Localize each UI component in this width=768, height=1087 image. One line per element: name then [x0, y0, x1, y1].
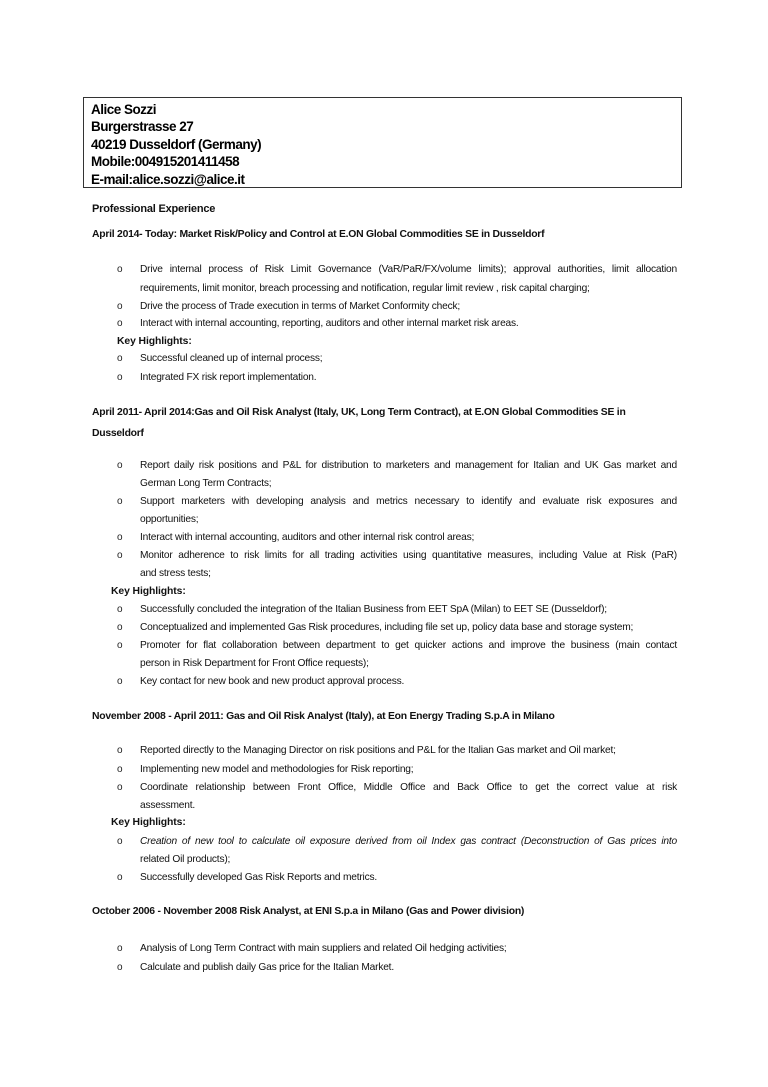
highlight-item: Creation of new tool to calculate oil exposure derived from oil Index gas contract (Deconstruction of Gas prices into — [140, 836, 677, 847]
contact-mobile: Mobile:004915201411458 — [91, 154, 240, 170]
duty-item: Reported directly to the Managing Director on risk positions and P&L for the Italian Gas market and Oil market; — [140, 745, 616, 756]
highlight-item-continued: related Oil products); — [140, 854, 231, 865]
duty-item: Drive the process of Trade execution in terms of Market Conformity check; — [140, 301, 461, 312]
bullet-marker: o — [117, 836, 123, 847]
duty-item: Analysis of Long Term Contract with main suppliers and related Oil hedging activities; — [140, 943, 507, 954]
bullet-marker: o — [117, 640, 123, 651]
bullet-marker: o — [117, 604, 123, 615]
bullet-marker: o — [117, 264, 123, 275]
duty-item: Drive internal process of Risk Limit Governance (VaR/PaR/FX/volume limits); approval authorities, limit allocation — [140, 264, 677, 275]
duty-item: Implementing new model and methodologies for Risk reporting; — [140, 764, 414, 775]
duty-item: Report daily risk positions and P&L for distribution to marketers and management for Italian and UK Gas market and — [140, 460, 677, 471]
duty-item-continued: assessment. — [140, 800, 195, 811]
bullet-marker: o — [117, 353, 123, 364]
duty-item-continued: requirements, limit monitor, breach processing and notification, regular limit review , risk capital charging; — [140, 283, 590, 294]
bullet-marker: o — [117, 782, 123, 793]
highlight-item-continued: person in Risk Department for Front Office requests); — [140, 658, 369, 669]
bullet-marker: o — [117, 301, 123, 312]
key-highlights-label: Key Highlights: — [111, 817, 186, 828]
contact-name: Alice Sozzi — [91, 102, 157, 117]
job-title: October 2006 - November 2008 Risk Analyst, at ENI S.p.a in Milano (Gas and Power division) — [92, 906, 525, 917]
duty-item: Interact with internal accounting, reporting, auditors and other internal market risk areas. — [140, 318, 519, 329]
bullet-marker: o — [117, 872, 123, 883]
bullet-marker: o — [117, 496, 123, 507]
duty-item: Interact with internal accounting, auditors and other internal risk control areas; — [140, 532, 475, 543]
highlight-item: Conceptualized and implemented Gas Risk procedures, including file set up, policy data base and storage system; — [140, 622, 634, 633]
contact-street: Burgerstrasse 27 — [91, 119, 194, 135]
bullet-marker: o — [117, 550, 123, 561]
duty-item: Coordinate relationship between Front Office, Middle Office and Back Office to get the correct value at risk — [140, 782, 677, 793]
duty-item: Calculate and publish daily Gas price for the Italian Market. — [140, 962, 394, 973]
key-highlights-label: Key Highlights: — [117, 336, 192, 347]
duty-item-continued: and stress tests; — [140, 568, 211, 579]
bullet-marker: o — [117, 372, 123, 383]
highlight-item: Promoter for flat collaboration between department to get quicker actions and improve the business (main contact — [140, 640, 677, 651]
bullet-marker: o — [117, 943, 123, 954]
job-title: November 2008 - April 2011: Gas and Oil Risk Analyst (Italy), at Eon Energy Trading S.p.A in Milano — [92, 711, 555, 722]
key-highlights-label: Key Highlights: — [111, 586, 186, 597]
highlight-item: Key contact for new book and new product approval process. — [140, 676, 405, 687]
job-title: April 2011- April 2014:Gas and Oil Risk Analyst (Italy, UK, Long Term Contract), at E.ON Global Commodities SE in — [92, 407, 626, 418]
bullet-marker: o — [117, 745, 123, 756]
highlight-item: Successful cleaned up of internal process; — [140, 353, 323, 364]
contact-city: 40219 Dusseldorf (Germany) — [91, 136, 262, 152]
contact-email: E-mail:alice.sozzi@alice.it — [91, 171, 245, 187]
duty-item-continued: opportunities; — [140, 514, 199, 525]
bullet-marker: o — [117, 622, 123, 633]
job-title-continued: Dusseldorf — [92, 428, 144, 439]
bullet-marker: o — [117, 532, 123, 543]
highlight-item: Integrated FX risk report implementation. — [140, 372, 317, 383]
job-title: April 2014- Today: Market Risk/Policy and Control at E.ON Global Commodities SE in Dusseldorf — [92, 229, 545, 240]
highlight-item: Successfully developed Gas Risk Reports and metrics. — [140, 872, 378, 883]
section-title: Professional Experience — [92, 203, 216, 215]
bullet-marker: o — [117, 676, 123, 687]
bullet-marker: o — [117, 318, 123, 329]
bullet-marker: o — [117, 764, 123, 775]
duty-item-continued: German Long Term Contracts; — [140, 478, 272, 489]
bullet-marker: o — [117, 460, 123, 471]
bullet-marker: o — [117, 962, 123, 973]
contact-box — [83, 97, 682, 188]
duty-item: Support marketers with developing analysis and metrics necessary to identify and evaluate risk exposures and — [140, 496, 677, 507]
highlight-item: Successfully concluded the integration of the Italian Business from EET SpA (Milan) to EET SE (Dusseldorf); — [140, 604, 607, 615]
duty-item: Monitor adherence to risk limits for all trading activities using quantitative measures, including Value at Risk (PaR) — [140, 550, 677, 561]
